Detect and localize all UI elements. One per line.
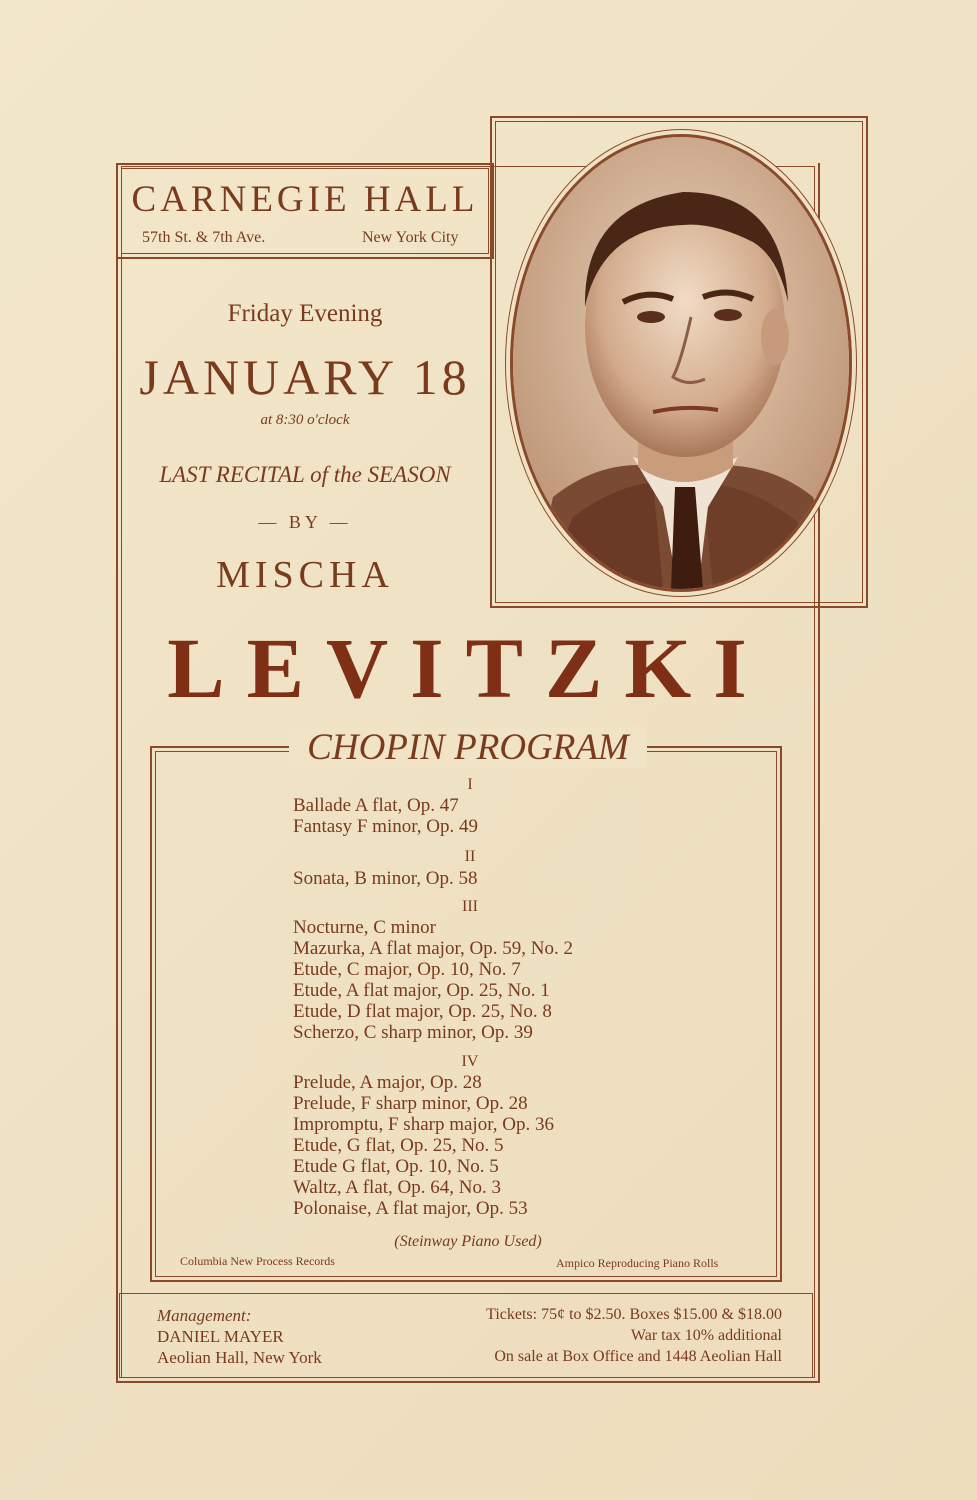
- program-piece: Ballade A flat, Op. 47: [293, 795, 459, 816]
- venue-city: New York City: [362, 229, 459, 246]
- section-numeral: IV: [461, 1053, 479, 1070]
- management-address: Aeolian Hall, New York: [157, 1348, 322, 1367]
- event-by: — BY —: [258, 512, 352, 532]
- venue-address: 57th St. & 7th Ave.: [142, 229, 266, 246]
- management-name: DANIEL MAYER: [157, 1327, 284, 1346]
- program-title-text: CHOPIN PROGRAM: [289, 727, 647, 768]
- ticket-prices: Tickets: 75¢ to $2.50. Boxes $15.00 & $18.00: [486, 1306, 782, 1323]
- program-piece: Fantasy F minor, Op. 49: [293, 816, 479, 837]
- portrait-image: [513, 137, 849, 589]
- performer-first-name: MISCHA: [216, 554, 394, 596]
- program-piece: Waltz, A flat, Op. 64, No. 3: [293, 1177, 501, 1198]
- event-description: LAST RECITAL of the SEASON: [159, 462, 451, 487]
- section-numeral: I: [467, 776, 473, 793]
- venue-name: CARNEGIE HALL: [131, 179, 479, 220]
- performer-portrait: [510, 134, 852, 592]
- event-date: JANUARY 18: [139, 349, 471, 405]
- program-piece: Mazurka, A flat major, Op. 59, No. 2: [293, 938, 573, 959]
- records-note: Columbia New Process Records: [180, 1254, 335, 1268]
- program-piece: Prelude, A major, Op. 28: [293, 1072, 482, 1093]
- program-piece: Etude G flat, Op. 10, No. 5: [293, 1156, 499, 1177]
- program-piece: Scherzo, C sharp minor, Op. 39: [293, 1022, 533, 1043]
- program-piece: Sonata, B minor, Op. 58: [293, 868, 478, 889]
- rolls-note: Ampico Reproducing Piano Rolls: [556, 1256, 719, 1270]
- program-piece: Impromptu, F sharp major, Op. 36: [293, 1114, 554, 1135]
- program-piece: Nocturne, C minor: [293, 917, 437, 938]
- section-numeral: III: [462, 898, 478, 915]
- program-piece: Etude, D flat major, Op. 25, No. 8: [293, 1001, 552, 1022]
- performer-last-name: LEVITZKI: [167, 620, 769, 716]
- program-title: [120, 726, 816, 769]
- event-day: Friday Evening: [227, 300, 383, 327]
- ticket-tax: War tax 10% additional: [630, 1327, 782, 1344]
- program-piece: Etude, G flat, Op. 25, No. 5: [293, 1135, 504, 1156]
- piano-note: (Steinway Piano Used): [394, 1233, 542, 1250]
- program-piece: Etude, A flat major, Op. 25, No. 1: [293, 980, 550, 1001]
- event-time: at 8:30 o'clock: [260, 412, 350, 428]
- program-piece: Etude, C major, Op. 10, No. 7: [293, 959, 521, 980]
- management-label: Management:: [157, 1306, 252, 1325]
- section-numeral: II: [464, 848, 476, 865]
- ticket-sale: On sale at Box Office and 1448 Aeolian Hall: [494, 1348, 782, 1365]
- program-piece: Polonaise, A flat major, Op. 53: [293, 1198, 528, 1219]
- program-piece: Prelude, F sharp minor, Op. 28: [293, 1093, 528, 1114]
